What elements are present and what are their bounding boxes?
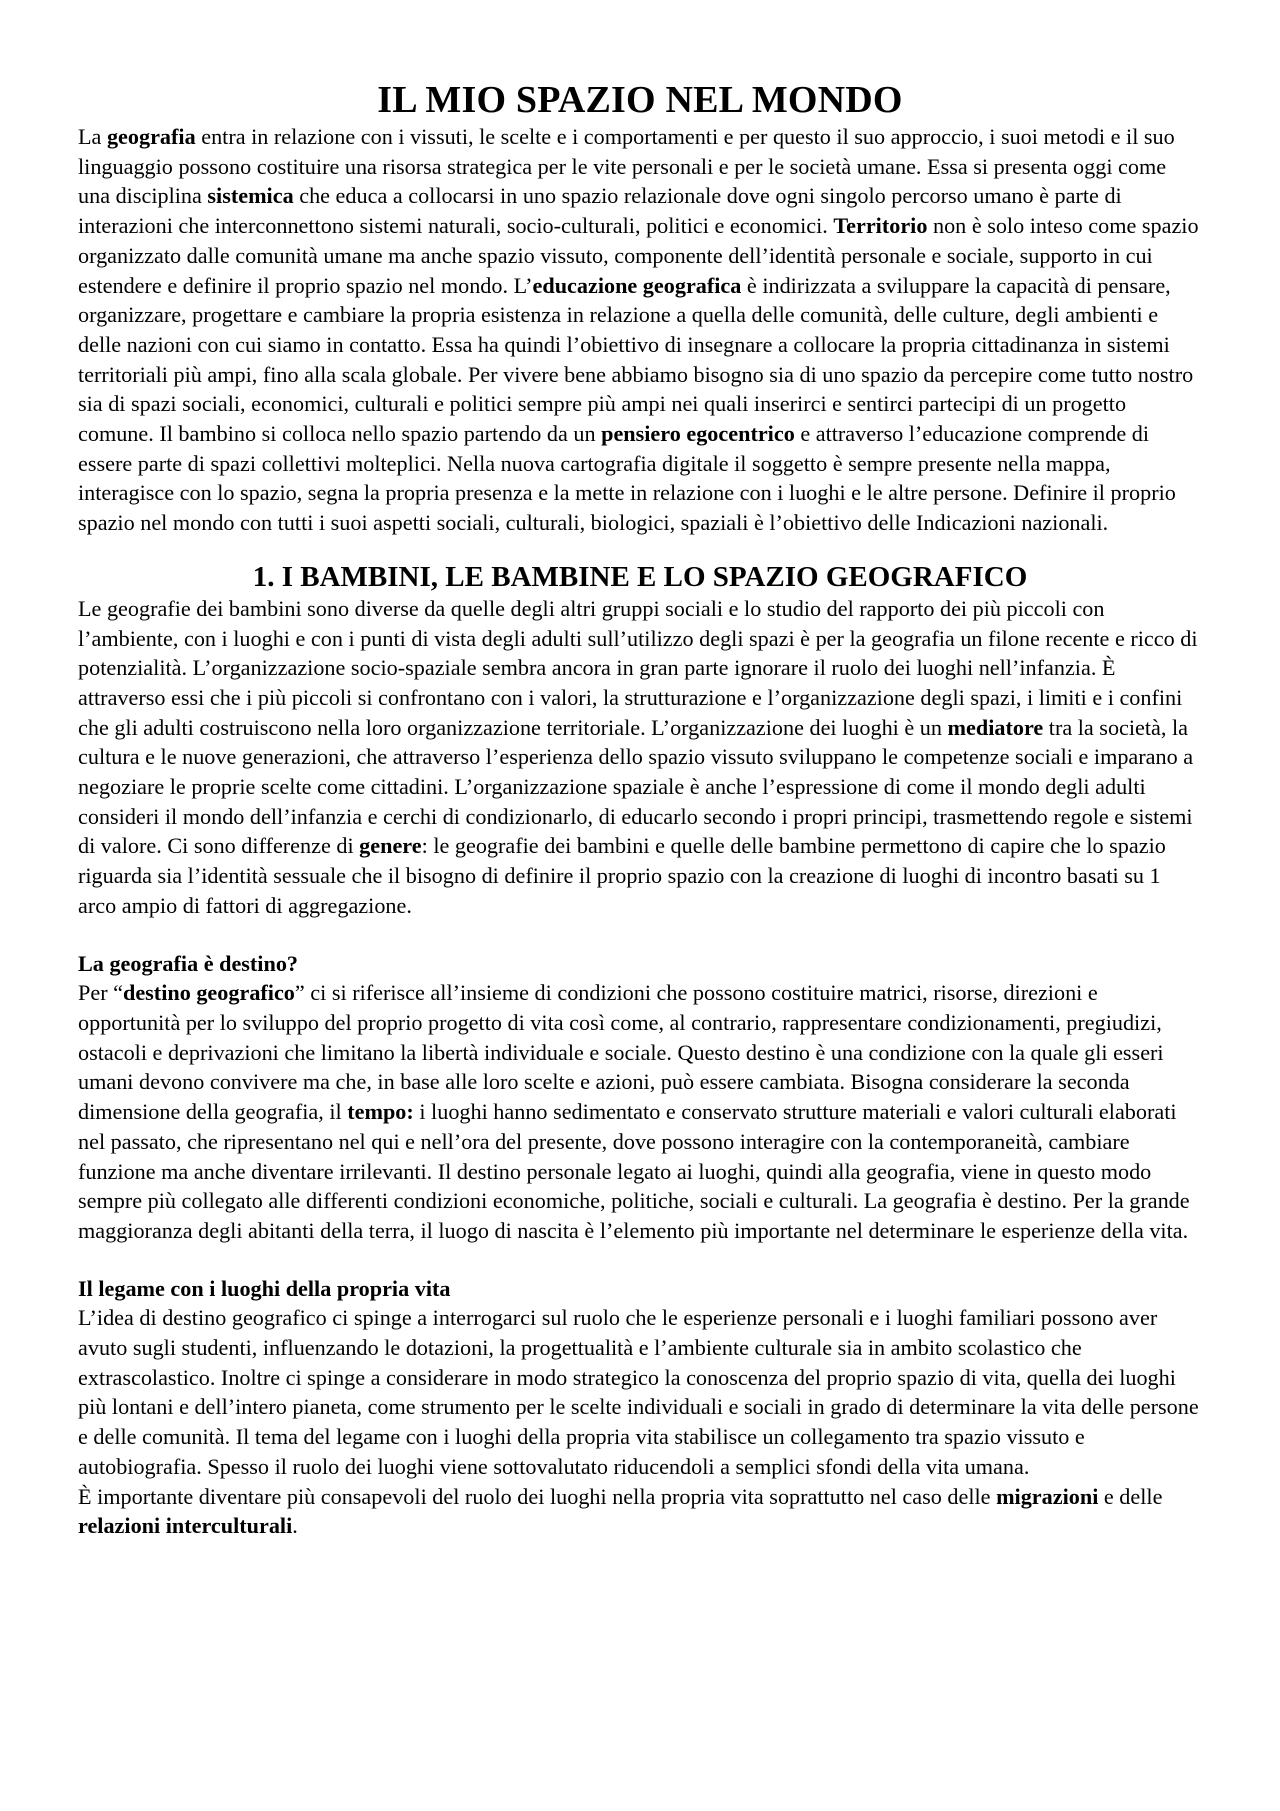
term-pensiero-egocentrico: pensiero egocentrico [601,421,795,447]
term-sistemica: sistemica [207,183,294,209]
term-relazioni-interculturali: relazioni interculturali [78,1513,293,1539]
term-geografia: geografia [106,124,196,149]
term-educazione-geografica: educazione geografica [532,272,742,298]
destino-heading: La geografia è destino? [78,950,299,976]
term-mediatore: mediatore [947,714,1044,740]
term-territorio: Territorio [833,213,928,239]
section-heading: 1. I BAMBINI, LE BAMBINE E LO SPAZIO GEOGRAFICO [252,560,1028,593]
term-migrazioni: migrazioni [996,1483,1099,1509]
legame-paragraph: L’idea di destino geografico ci spinge a interrogarci sul ruolo che le esperienze personali e i luoghi familiari possono aver avuto sugli studenti, influenzando le dotazioni, la progettualità e l’ambiente culturale sia in ambito scolastico che extrascolastico. Inoltre ci spinge a considerare in modo strategico la conoscenza del proprio spazio di vita, quella dei luoghi più lontani e dell’intero pianeta, come strumento per le scelte individuali e sociali in grado di determinare la vita delle persone e delle comunità. Il tema del legame con i luoghi della propria vita stabilisce un collegamento tra spazio vissuto e autobiografia. Spesso il ruolo dei luoghi viene sottovalutato riducendoli a semplici sfondi della vita umana. È importante diventare più consapevoli del ruolo dei luoghi nella propria vita soprattutto nel caso delle migrazioni e delle relazioni interculturali. [78,1305,1199,1539]
intro-paragraph: La geografia entra in relazione con i vissuti, le scelte e i comportamenti e per questo il suo approccio, i suoi metodi e il suo linguaggio possono costituire una risorsa strategica per le vite personali e per le società umane. Essa si presenta oggi come una disciplina sistemica che educa a collocarsi in uno spazio relazionale dove ogni singolo percorso umano è parte di interazioni che interconnettono sistemi naturali, socio-culturali, politici e economici. Territorio non è solo inteso come spazio organizzato dalle comunità umane ma anche spazio vissuto, componente dell’identità personale e sociale, supporto in cui estendere e definire il proprio spazio nel mondo. L’educazione geografica è indirizzata a sviluppare la capacità di pensare, organizzare, progettare e cambiare la propria esistenza in relazione a quella delle comunità, delle culture, degli ambienti e delle nazioni con cui siamo in contatto. Essa ha quindi l’obiettivo di insegnare a collocare la propria cittadinanza in sistemi territoriali più ampi, fino alla scala globale. Per vivere bene abbiamo bisogno sia di uno spazio da percepire come tutto nostro sia di spazi sociali, economici, culturali e politici sempre più ampi nei quali inserirci e sentirci partecipi di un progetto comune. Il bambino si colloca nello spazio partendo da un pensiero egocentrico e attraverso l’educazione comprende di essere parte di spazi collettivi molteplici. Nella nuova cartografia digitale il soggetto è sempre presente nella mappa, interagisce con lo spazio, segna la propria presenza e la mette in relazione con i luoghi e le altre persone. Definire il proprio spazio nel mondo con tutti i suoi aspetti sociali, culturali, biologici, spaziali è l’obiettivo delle Indicazioni nazionali. [78,124,1199,536]
section1-paragraph: Le geografie dei bambini sono diverse da quelle degli altri gruppi sociali e lo studio del rapporto dei più piccoli con l’ambiente, con i luoghi e con i punti di vista degli adulti sull’utilizzo degli spazi è per la geografia un filone recente e ricco di potenzialità. L’organizzazione socio-spaziale sembra ancora in gran parte ignorare il ruolo dei luoghi nell’infanzia. È attraverso essi che i più piccoli si confrontano con i valori, la strutturazione e l’organizzazione degli spazi, i limiti e i confini che gli adulti costruiscono nella loro organizzazione territoriale. L’organizzazione dei luoghi è un mediatore tra la società, la cultura e le nuove generazioni, che attraverso l’esperienza dello spazio vissuto sviluppano le competenze sociali e imparano a negoziare le proprie scelte come cittadini. L’organizzazione spaziale è anche l’espressione di come il mondo degli adulti consideri il mondo dell’infanzia e cerchi di condizionarlo, di educarlo secondo i propri principi, trasmettendo regole e sistemi di valore. Ci sono differenze di genere: le geografie dei bambini e quelle delle bambine permettono di capire che lo spazio riguarda sia l’identità sessuale che il bisogno di definire il proprio spazio con la creazione di luoghi di incontro basati su 1 arco ampio di fattori di aggregazione. [78,595,1198,918]
term-tempo: tempo: [347,1099,414,1125]
destino-paragraph: Per “destino geografico” ci si riferisce all’insieme di condizioni che possono costituire matrici, risorse, direzioni e opportunità per lo sviluppo del proprio progetto di vita così come, al contrario, rappresentare condizionamenti, pregiudizi, ostacoli e deprivazioni che limitano la libertà individuale e sociale. Questo destino è una condizione con la quale gli esseri umani devono convivere ma che, in base alle loro scelte e azioni, può essere cambiata. Bisogna considerare la seconda dimensione della geografia, il tempo: i luoghi hanno sedimentato e conservato strutture materiali e valori culturali elaborati nel passato, che ripresentano nel qui e nell’ora del presente, dove possono interagire con la contemporaneità, cambiare funzione ma anche diventare irrilevanti. Il destino personale legato ai luoghi, quindi alla geografia, viene in questo modo sempre più collegato alle differenti condizioni economiche, politiche, sociali e culturali. La geografia è destino. Per la grande maggioranza degli abitanti della terra, il luogo di nascita è l’elemento più importante nel determinare le esperienze della vita. [78,980,1190,1243]
page-title: IL MIO SPAZIO NEL MONDO [377,79,903,121]
term-destino-geografico: destino geografico [122,980,295,1006]
term-genere: genere [359,833,422,859]
legame-heading: Il legame con i luoghi della propria vita [78,1275,451,1301]
